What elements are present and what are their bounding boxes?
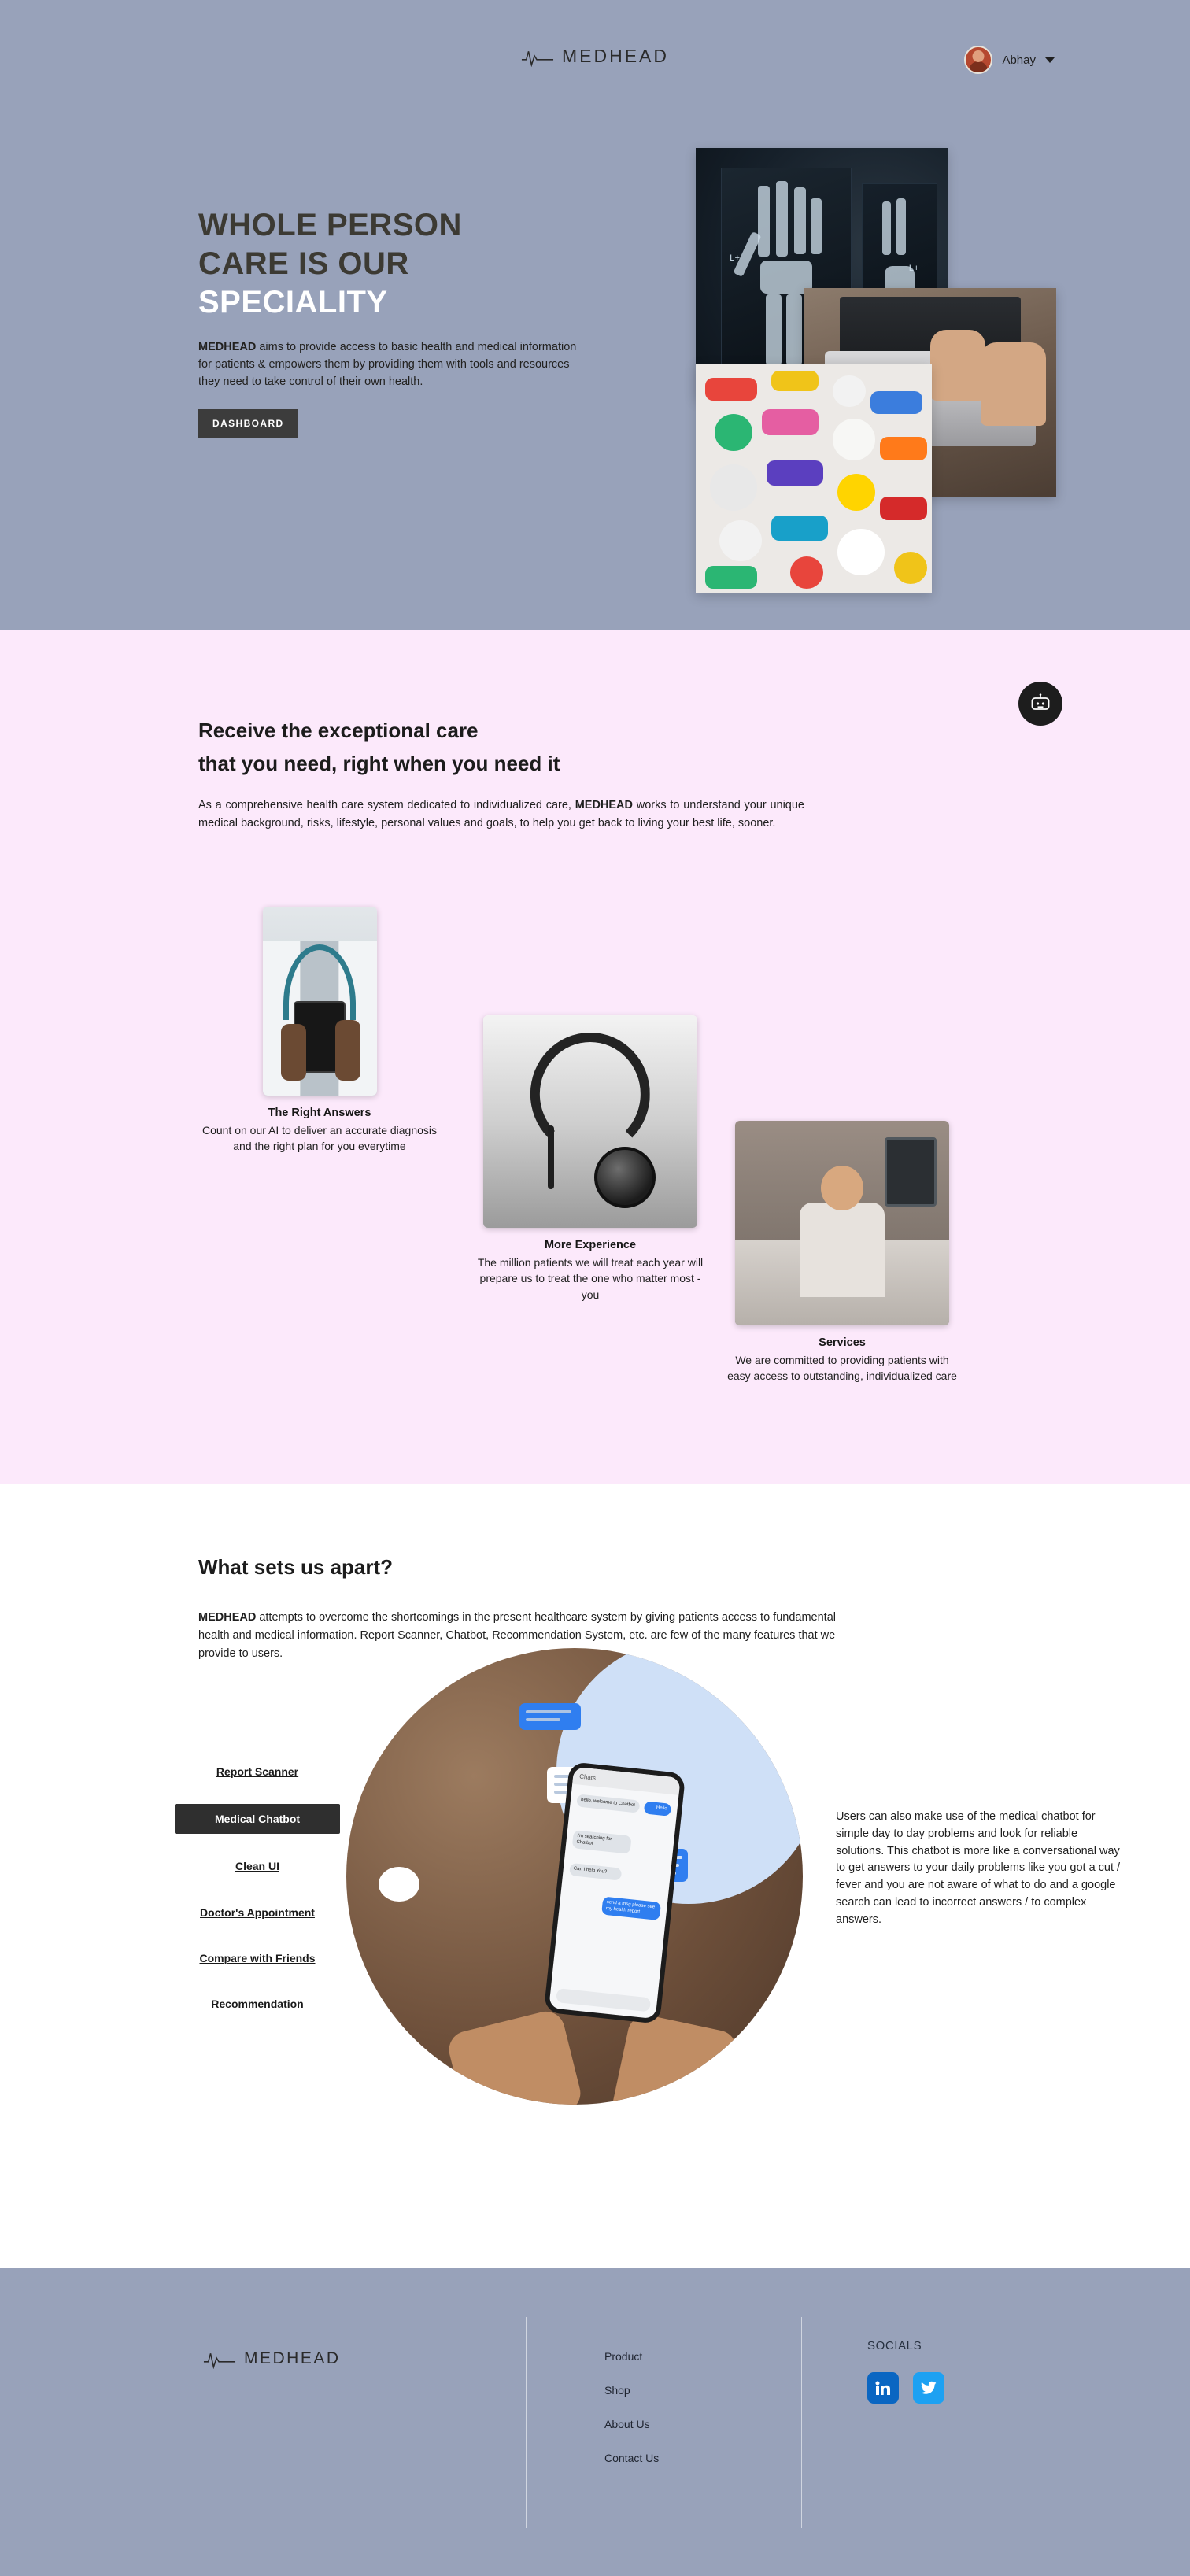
feature-tab-report-scanner[interactable]: Report Scanner	[216, 1765, 299, 1778]
hero-title-line1: WHOLE PERSON	[198, 208, 462, 242]
dashboard-button[interactable]: DASHBOARD	[198, 409, 298, 438]
care-paragraph-post: works to understand your unique medical background, risks, lifestyle, personal values and goals, to help you get back to living your best life, sooner.	[198, 799, 804, 830]
footer	[0, 2268, 1190, 2576]
footer-brand-name: MEDHEAD	[244, 2349, 341, 2367]
pills-photo	[696, 364, 932, 593]
xray-photo: L+ L+	[696, 148, 948, 398]
twitter-icon[interactable]	[913, 2372, 944, 2404]
stethoscope-photo	[483, 1015, 697, 1228]
linkedin-icon[interactable]	[867, 2372, 899, 2404]
care-card	[201, 907, 438, 1155]
brand-name: MEDHEAD	[561, 46, 670, 66]
footer-link-product[interactable]: Product	[604, 2350, 643, 2363]
doctor-phone-photo	[263, 907, 377, 1096]
footer-link-about-us[interactable]: About Us	[604, 2418, 650, 2430]
care-card-desc: We are committed to providing patients with easy access to outstanding, individualized care	[727, 1354, 957, 1383]
chatbot-fab-button[interactable]	[1018, 682, 1062, 726]
care-card-title: Services	[819, 1336, 866, 1349]
chat-phone-header: Chats	[572, 1767, 681, 1795]
chat-message: I'm searching for Chatbot	[571, 1830, 631, 1854]
care-card-desc: The million patients we will treat each year will prepare us to treat the one who matter most - you	[477, 1256, 704, 1301]
heartbeat-logo-icon	[203, 2349, 236, 2369]
hero-copy	[198, 206, 608, 438]
chat-message: Hello	[644, 1801, 671, 1816]
feature-tab-medical-chatbot[interactable]: Medical Chatbot	[175, 1804, 340, 1834]
footer-socials	[867, 2372, 944, 2404]
care-card-title: More Experience	[544, 1239, 637, 1251]
hero-subtitle-rest: aims to provide access to basic health and medical information for patients & empowers them by providing them with tools and resources they need to take control of their own health.	[198, 341, 577, 389]
footer-link-contact-us[interactable]: Contact Us	[604, 2452, 660, 2464]
care-card	[724, 1121, 960, 1384]
page-title	[198, 206, 608, 321]
chat-input[interactable]	[556, 1988, 651, 2012]
footer-divider	[801, 2317, 802, 2528]
feature-tab-compare-with-friends[interactable]: Compare with Friends	[199, 1951, 316, 1964]
care-heading-line1: Receive the exceptional care	[198, 719, 479, 742]
care-section	[0, 630, 1190, 1484]
profile-name: Abhay	[1002, 53, 1036, 67]
feature-tab-doctors-appointment[interactable]: Doctor's Appointment	[200, 1905, 315, 1919]
child-patient-photo	[735, 1121, 949, 1325]
footer-link-shop[interactable]: Shop	[604, 2384, 630, 2397]
care-card-title: The Right Answers	[268, 1107, 371, 1119]
hero-title-line3: SPECIALITY	[198, 284, 388, 320]
footer-divider	[526, 2317, 527, 2528]
care-heading-line2: that you need, right when you need it	[198, 751, 560, 775]
care-paragraph-bold: MEDHEAD	[575, 799, 633, 811]
care-paragraph	[198, 796, 804, 833]
chat-message: hello, welcome to Chatbot	[576, 1794, 640, 1813]
chatbot-description: Users can also make use of the medical chatbot for simple day to day problems and look for reliable solutions. This chatbot is more like a conversational way to get answers to your daily problems like you got a cut / fever and you are not aware of what to do and a google search can lead to incorrect answers / to complex answers.	[836, 1810, 1121, 1926]
apart-paragraph-rest: attempts to overcome the shortcomings in the present healthcare system by giving patients access to fundamental health and medical information. Report Scanner, Chatbot, Recommendation System, etc. are few of the many features that we provide to users.	[198, 1611, 836, 1661]
chatbot-icon	[1029, 693, 1051, 715]
care-paragraph-pre: As a comprehensive health care system dedicated to individualized care,	[198, 799, 575, 811]
chat-message: Can I help You?	[569, 1863, 622, 1880]
care-card-desc: Count on our AI to deliver an accurate diagnosis and the right plan for you everytime	[201, 1124, 438, 1153]
care-heading	[198, 715, 560, 780]
feature-tab-clean-ui[interactable]: Clean UI	[235, 1860, 279, 1873]
brand-logo[interactable]	[521, 46, 669, 67]
chat-message: send a msg please see my health report	[601, 1896, 661, 1920]
footer-links	[604, 2350, 659, 2485]
chevron-down-icon	[1045, 57, 1055, 63]
heartbeat-logo-icon	[521, 46, 554, 67]
hero-subtitle-bold: MEDHEAD	[198, 341, 257, 354]
feature-tab-list	[175, 1758, 340, 2036]
hero-section	[0, 0, 1190, 630]
hero-subtitle	[198, 338, 586, 390]
footer-socials-title: SOCIALS	[867, 2339, 922, 2352]
apart-paragraph-bold: MEDHEAD	[198, 1611, 257, 1624]
profile-menu[interactable]	[964, 46, 1055, 74]
chatbot-phone-illustration	[346, 1648, 803, 2105]
navbar	[0, 0, 1190, 71]
footer-brand[interactable]	[203, 2349, 341, 2369]
hero-title-line2: CARE IS OUR	[198, 246, 409, 281]
feature-tab-recommendation[interactable]: Recommendation	[211, 1997, 304, 2010]
care-card	[472, 1015, 708, 1303]
apart-heading: What sets us apart?	[198, 1555, 394, 1579]
avatar	[964, 46, 992, 74]
